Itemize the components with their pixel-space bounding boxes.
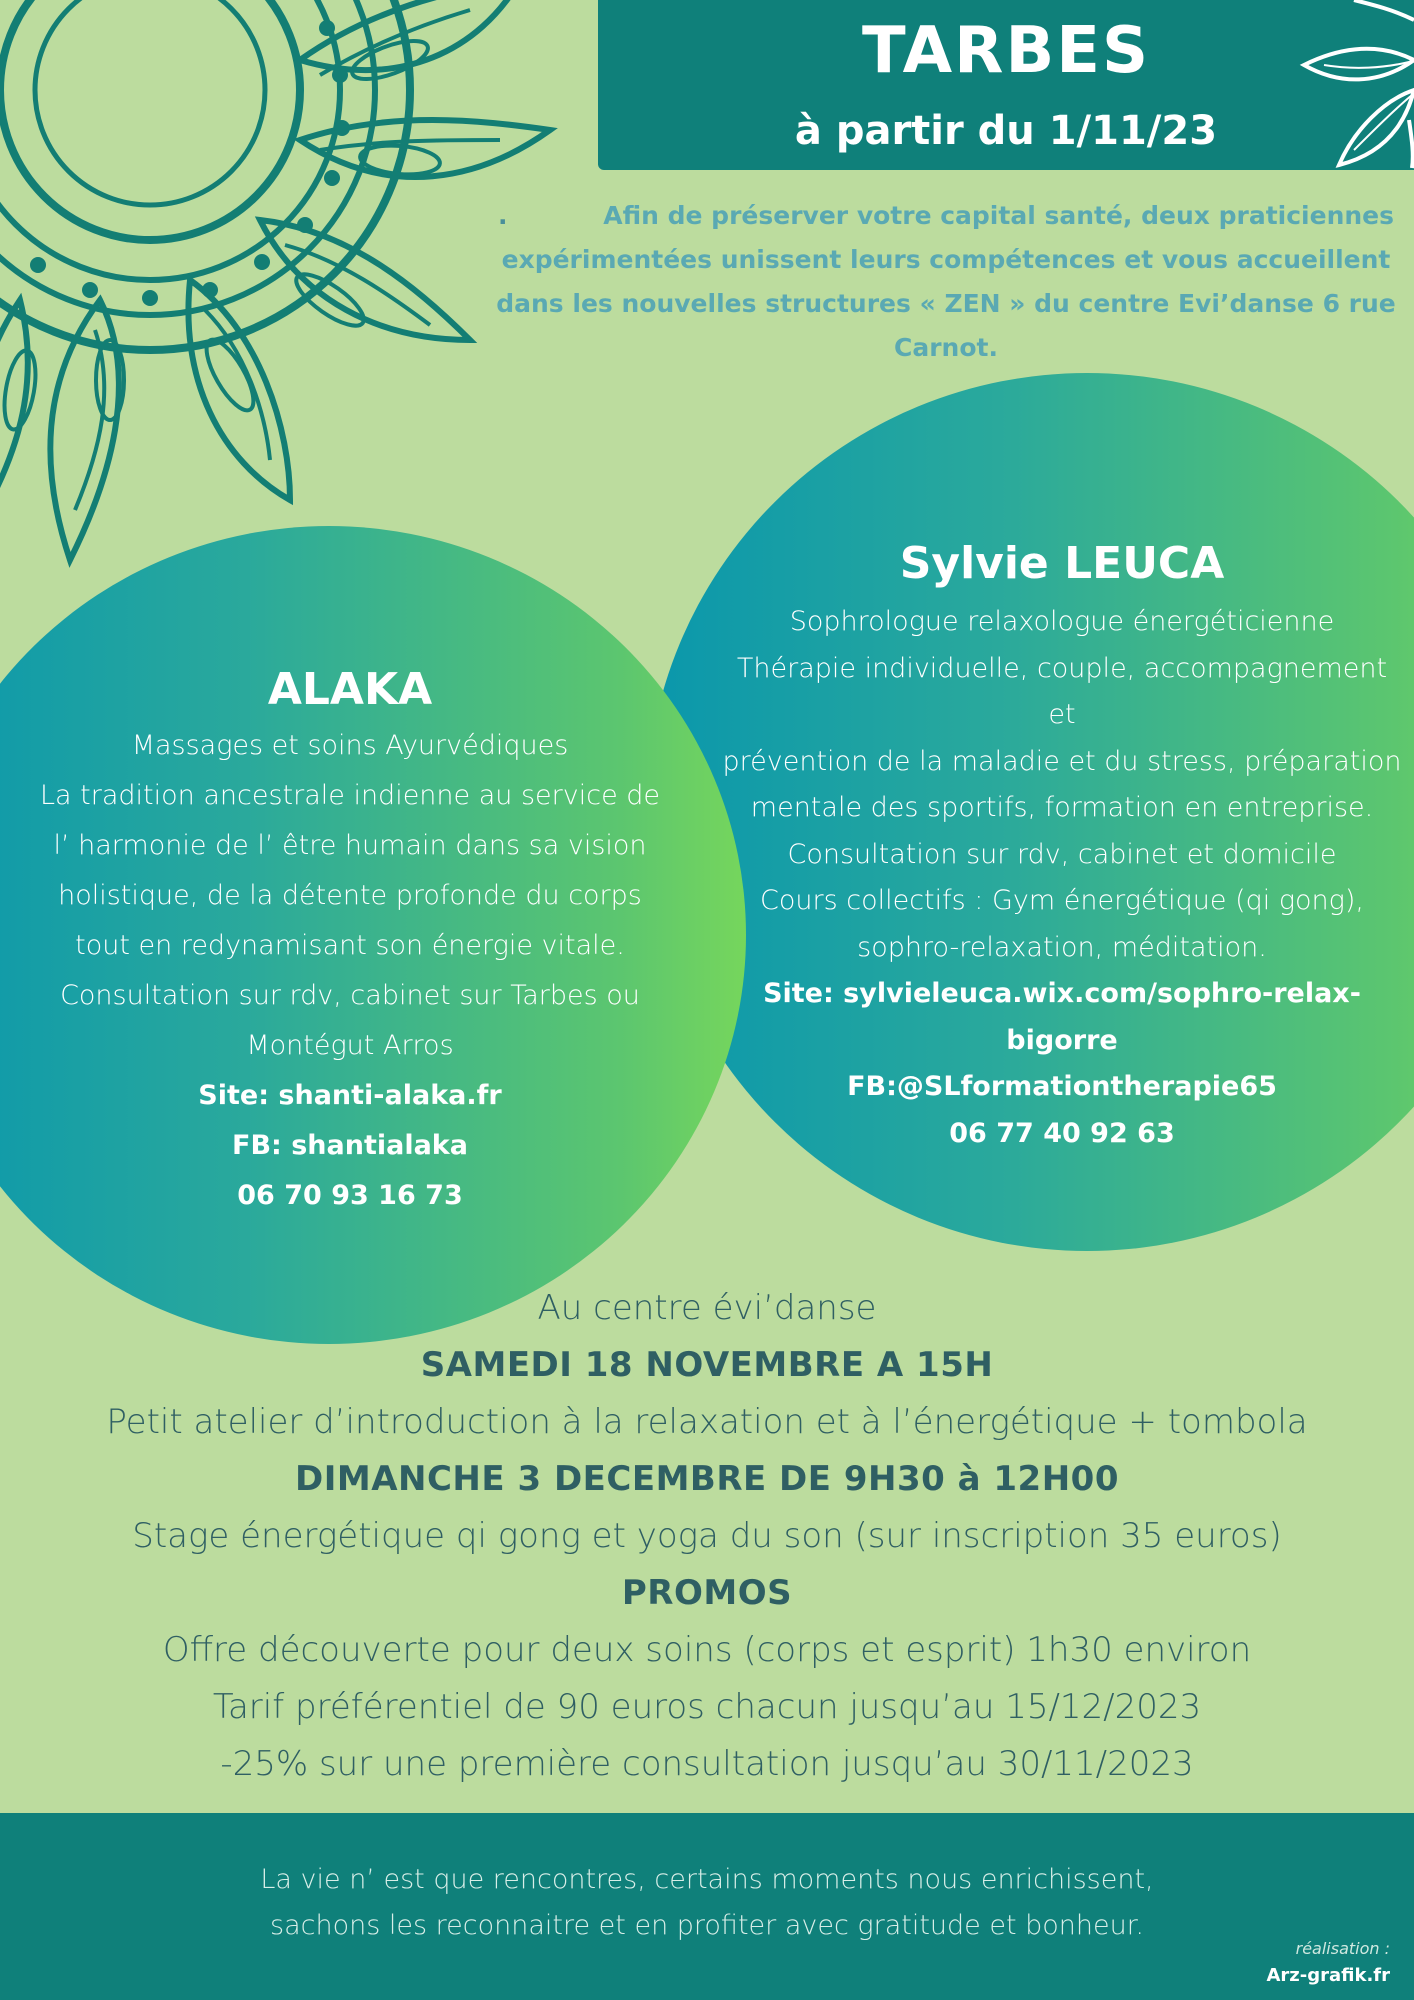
event-description: Stage énergétique qi gong et yoga du son (sur inscription 35 euros)	[132, 1516, 1282, 1556]
website-link[interactable]: Site: shanti-alaka.fr	[198, 1080, 502, 1111]
promo-line: -25% sur une première consultation jusqu’au 30/11/2023	[220, 1744, 1194, 1784]
quote-line: La vie n’ est que rencontres, certains moments nous enrichissent,	[260, 1864, 1154, 1895]
description-line: holistique, de la détente profonde du corps	[58, 880, 642, 911]
quote-line: sachons les reconnaitre et en profiter avec gratitude et bonheur.	[270, 1910, 1144, 1941]
credit-link[interactable]: Arz-grafik.fr	[1266, 1965, 1390, 1986]
practitioner-name: ALAKA	[267, 664, 433, 715]
intro-dot: .	[498, 201, 508, 230]
description-line: sophro-relaxation, méditation.	[857, 931, 1267, 963]
event-description: Petit atelier d’introduction à la relaxation et à l’énergétique + tombola	[106, 1402, 1308, 1442]
footer-quote	[0, 1857, 1414, 1949]
phone-number: 06 70 93 16 73	[237, 1180, 463, 1211]
practitioner-alaka	[0, 664, 700, 1221]
flower-icon	[1294, 0, 1414, 170]
description-line: mentale des sportifs, formation en entreprise.	[750, 792, 1374, 823]
mandala-icon	[0, 0, 560, 570]
description-line: Massages et soins Ayurvédiques	[131, 730, 569, 761]
description-line: prévention de la maladie et du stress, préparation	[722, 745, 1402, 777]
description-line: Montégut Arros	[246, 1030, 454, 1061]
promo-line: Offre découverte pour deux soins (corps et esprit) 1h30 environ	[162, 1630, 1252, 1670]
description-line: Sophrologue relaxologue énergéticienne	[789, 606, 1335, 637]
practitioner-sylvie	[720, 538, 1404, 1157]
description-line: Consultation sur rdv, cabinet et domicile	[787, 838, 1337, 870]
phone-number: 06 77 40 92 63	[949, 1117, 1175, 1149]
events-section	[0, 1280, 1414, 1793]
venue-line: Au centre évi’danse	[537, 1288, 877, 1328]
website-link[interactable]: Site: sylvieleuca.wix.com/sophro-relax-bigorre	[763, 978, 1361, 1056]
promo-line: Tarif préférentiel de 90 euros chacun jusqu’au 15/12/2023	[212, 1687, 1202, 1727]
page-title: TARBES	[861, 14, 1151, 88]
event-title: SAMEDI 18 NOVEMBRE A 15H	[420, 1345, 994, 1385]
header-banner	[598, 0, 1414, 170]
facebook-link[interactable]: FB:@SLformationtherapie65	[847, 1071, 1277, 1102]
description-line: Thérapie individuelle, couple, accompagnement et	[736, 652, 1388, 730]
promos-heading: PROMOS	[621, 1573, 793, 1613]
start-date: à partir du 1/11/23	[794, 108, 1218, 154]
footer-band	[0, 1813, 1414, 2000]
intro-text: Afin de préserver votre capital santé, deux praticiennes expérimentées unissent leurs compétences et vous accueillent dans les nouvelles structures « ZEN » du centre Evi’danse 6 rue Carnot.	[496, 201, 1396, 362]
credit-label: réalisation :	[1295, 1939, 1390, 1958]
intro-paragraph	[478, 194, 1414, 370]
practitioner-name: Sylvie LEUCA	[899, 538, 1225, 589]
description-line: tout en redynamisant son énergie vitale.	[75, 930, 625, 961]
description-line: l’ harmonie de l’ être humain dans sa vision	[53, 830, 647, 861]
description-line: Cours collectifs : Gym énergétique (qi gong),	[760, 885, 1364, 916]
event-title: DIMANCHE 3 DECEMBRE DE 9H30 à 12H00	[295, 1459, 1119, 1499]
facebook-link[interactable]: FB: shantialaka	[232, 1130, 468, 1161]
description-line: La tradition ancestrale indienne au service de	[39, 780, 661, 811]
description-line: Consultation sur rdv, cabinet sur Tarbes ou	[60, 980, 640, 1011]
